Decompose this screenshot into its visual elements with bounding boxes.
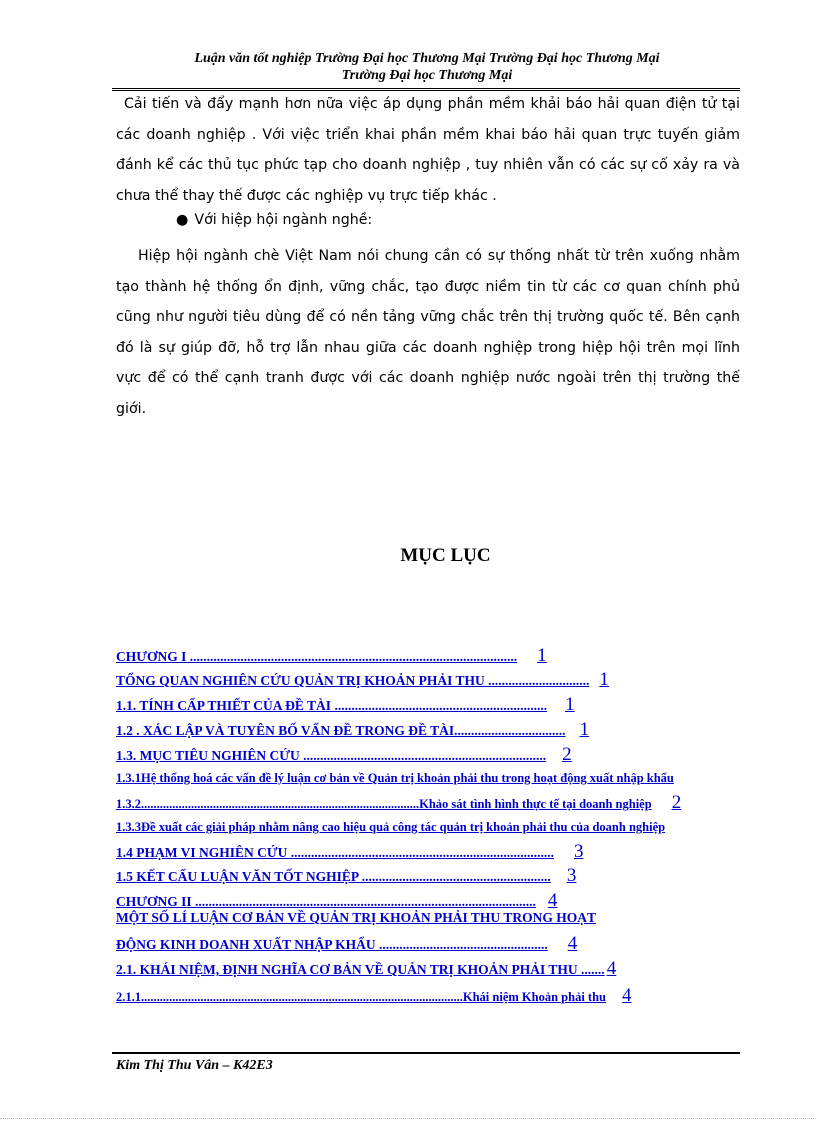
- toc-entry-text: 2.1. KHÁI NIỆM, ĐỊNH NGHĨA CƠ BẢN VỀ QUẢN TRỊ KHOẢN PHẢI THU .......: [116, 962, 605, 977]
- toc-entry-text: 1.3.2.........................................................................................Khảo sát tình hình thực tế tại doanh nghiệp: [116, 797, 652, 811]
- toc-entry[interactable]: [116, 958, 616, 980]
- toc-entry-page: 4: [567, 933, 578, 954]
- toc-entry-page: 3: [574, 841, 584, 862]
- bullet-item: [176, 212, 372, 228]
- toc-entry[interactable]: [116, 771, 674, 786]
- toc-entry[interactable]: [116, 645, 547, 667]
- bullet-text: Với hiệp hội ngành nghề:: [194, 212, 373, 228]
- toc-entry[interactable]: [116, 694, 575, 716]
- toc-entry[interactable]: [116, 910, 596, 926]
- toc-entry[interactable]: [116, 719, 589, 741]
- toc-entry-text: MỘT SỐ LÍ LUẬN CƠ BẢN VỀ QUẢN TRỊ KHOẢN PHẢI THU TRONG HOẠT: [116, 910, 596, 925]
- toc-entry-text: TỔNG QUAN NGHIÊN CỨU QUẢN TRỊ KHOẢN PHẢI THU ..............................: [116, 673, 590, 688]
- toc-entry[interactable]: [116, 933, 577, 955]
- toc-entry[interactable]: [116, 841, 584, 863]
- bullet-icon: ●: [176, 212, 189, 228]
- paragraph-2: Hiệp hội ngành chè Việt Nam nói chung cần có sự thống nhất từ trên xuống nhằm tạo thành hệ thống ổn định, vững chắc, tạo được niềm tin từ các cơ quan chính phủ cũng như người tiêu dùng để có nền tảng vững chắc trên thị trường quốc tế. Bên cạnh đó là sự giúp đỡ, hỗ trợ lẫn nhau giữa các doanh nghiệp trong hiệp hội trên mọi lĩnh vực để có thể cạnh tranh được với các doanh nghiệp nước ngoài trên thị trường thế giới.: [116, 248, 740, 417]
- paragraph-1: Cải tiến và đẩy mạnh hơn nữa việc áp dụng phần mềm khải báo hải quan điện tử tại các doanh nghiệp . Với việc triển khai phần mềm khai báo hải quan trực tuyến giảm đánh kể các thủ tục phức tạp cho doanh nghiệp , tuy nhiên vẫn có các sự cố xảy ra và chưa thể thay thế được các nghiệp vụ trực tiếp khác .: [116, 96, 740, 204]
- toc-entry[interactable]: [116, 744, 572, 766]
- toc-entry-page: 2: [671, 792, 682, 813]
- toc-entry[interactable]: [116, 669, 609, 691]
- toc-entry-text: 1.1. TÍNH CẤP THIẾT CỦA ĐỀ TÀI ...............................................................: [116, 698, 548, 713]
- toc-entry[interactable]: [116, 820, 665, 835]
- toc-entry-page: 4: [547, 890, 558, 911]
- footer-rule: [112, 1052, 740, 1054]
- page-header: [112, 50, 742, 84]
- toc-entry-text: 1.3.3Đề xuất các giải pháp nhằm nâng cao hiệu quả công tác quản trị khoản phải thu của doanh nghiệp: [116, 820, 666, 834]
- toc-entry-page: 3: [566, 865, 577, 886]
- toc-entry-page: 2: [562, 744, 572, 765]
- toc-entry-text: 1.3.1Hệ thống hoá các vấn đề lý luận cơ bản về Quản trị khoản phải thu trong hoạt động xuất nhập khẩu: [116, 771, 674, 785]
- page-boundary: [0, 1118, 816, 1119]
- toc-entry[interactable]: [116, 792, 681, 814]
- header-line-1: Luận văn tốt nghiệp Trường Đại học Thương Mại Trường Đại học Thương Mại: [194, 51, 660, 66]
- toc-entry-text: 1.2 . XÁC LẬP VÀ TUYÊN BỐ VẤN ĐỀ TRONG ĐỀ TÀI.................................: [116, 723, 566, 738]
- toc-title: MỤC LỤC: [400, 545, 491, 566]
- toc-entry-page: 1: [565, 694, 575, 715]
- toc-entry-text: 1.3. MỤC TIÊU NGHIÊN CỨU ........................................................................: [116, 748, 547, 763]
- toc-entry-page: 1: [579, 719, 590, 740]
- toc-entry-text: CHƯƠNG II .....................................................................................................: [116, 894, 536, 909]
- toc-entry-page: 1: [599, 669, 609, 690]
- toc-entry-text: ĐỘNG KINH DOANH XUẤT NHẬP KHẨU ..................................................: [116, 937, 548, 952]
- toc-entry[interactable]: [116, 865, 576, 887]
- toc-entry[interactable]: [116, 890, 557, 912]
- footer-author: Kim Thị Thu Vân – K42E3: [116, 1058, 273, 1073]
- toc-entry-page: 4: [606, 958, 617, 979]
- toc-entry-page: 1: [537, 645, 547, 666]
- toc-entry-text: 1.5 KẾT CẤU LUẬN VĂN TỐT NGHIỆP ........................................................: [116, 869, 551, 884]
- toc-entry-text: 1.4 PHẠM VI NGHIÊN CỨU ..............................................................................: [116, 845, 554, 860]
- toc-entry-page: 4: [621, 985, 632, 1006]
- toc-entry-text: 2.1.1.......................................................................................................Khái niệm Khoản phải thu: [116, 990, 606, 1004]
- toc-entry[interactable]: [116, 985, 631, 1007]
- toc-entry-text: CHƯƠNG I .................................................................................................: [116, 649, 518, 664]
- header-line-2: Trường Đại học Thương Mại: [341, 68, 513, 83]
